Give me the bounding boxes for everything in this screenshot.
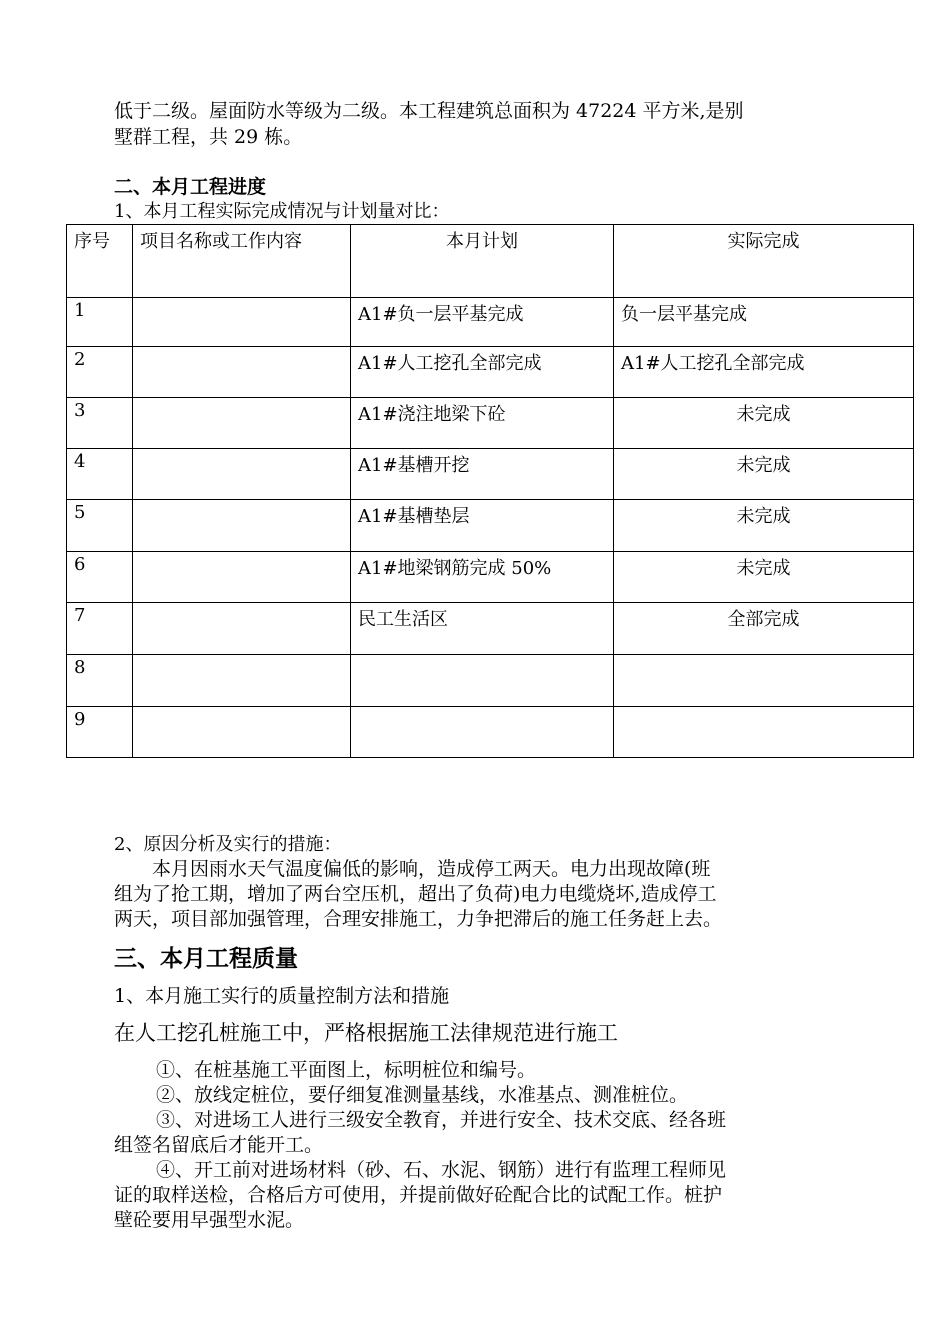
row-plan: A1#基槽垫层 xyxy=(351,500,614,552)
row-actual xyxy=(614,707,914,758)
quality-item-3: ③、对进场工人进行三级安全教育，并进行安全、技术交底、经各班 xyxy=(156,1109,727,1131)
section-2-heading: 二、本月工程进度 xyxy=(114,176,267,198)
row-name xyxy=(133,298,351,347)
row-plan: A1#浇注地梁下砼 xyxy=(351,398,614,449)
row-actual: 未完成 xyxy=(614,552,914,603)
intro-line-1: 低于二级。屋面防水等级为二级。本工程建筑总面积为 47224 平方米,是别 xyxy=(114,100,744,122)
header-name: 项目名称或工作内容 xyxy=(133,225,351,298)
table-row xyxy=(67,655,914,707)
quality-item-4: ④、开工前对进场材料（砂、石、水泥、钢筋）进行有监理工程师见 xyxy=(156,1159,727,1181)
row-no: 4 xyxy=(67,449,133,500)
row-no: 5 xyxy=(67,500,133,552)
quality-item-4-cont-2: 壁砼要用早强型水泥。 xyxy=(114,1209,305,1231)
row-actual: 未完成 xyxy=(614,398,914,449)
row-plan: A1#人工挖孔全部完成 xyxy=(351,347,614,398)
row-plan: 民工生活区 xyxy=(351,603,614,655)
table-row xyxy=(67,500,914,552)
row-name xyxy=(133,500,351,552)
table-row xyxy=(67,449,914,500)
section-3-lead: 在人工挖孔桩施工中，严格根据施工法律规范进行施工 xyxy=(114,1021,618,1045)
row-plan xyxy=(351,707,614,758)
intro-line-2: 墅群工程，共 29 栋。 xyxy=(114,126,303,148)
table-header-row xyxy=(67,225,914,298)
row-no: 8 xyxy=(67,655,133,707)
row-actual: 未完成 xyxy=(614,449,914,500)
progress-table xyxy=(66,224,914,758)
analysis-line-1: 本月因雨水天气温度偏低的影响，造成停工两天。电力出现故障(班 xyxy=(152,858,711,880)
table-row xyxy=(67,347,914,398)
row-actual: 全部完成 xyxy=(614,603,914,655)
quality-item-4-cont-1: 证的取样送检，合格后方可使用，并提前做好砼配合比的试配工作。桩护 xyxy=(114,1184,723,1206)
analysis-line-2: 组为了抢工期，增加了两台空压机，超出了负荷)电力电缆烧坏,造成停工 xyxy=(114,883,717,905)
row-name xyxy=(133,449,351,500)
header-no: 序号 xyxy=(67,225,133,298)
table-row xyxy=(67,603,914,655)
row-name xyxy=(133,347,351,398)
row-no: 2 xyxy=(67,347,133,398)
row-name xyxy=(133,552,351,603)
row-name xyxy=(133,398,351,449)
section-3-heading: 三、本月工程质量 xyxy=(114,946,298,972)
section-2-analysis-heading: 2、原因分析及实行的措施： xyxy=(114,834,342,855)
row-plan: A1#负一层平基完成 xyxy=(351,298,614,347)
header-actual: 实际完成 xyxy=(614,225,914,298)
row-actual xyxy=(614,655,914,707)
table-row xyxy=(67,298,914,347)
table-row xyxy=(67,398,914,449)
row-plan: A1#地梁钢筋完成 50% xyxy=(351,552,614,603)
table-row xyxy=(67,552,914,603)
row-no: 6 xyxy=(67,552,133,603)
row-actual: 未完成 xyxy=(614,500,914,552)
section-3-subheading: 1、本月施工实行的质量控制方法和措施 xyxy=(114,985,450,1007)
quality-item-3-cont: 组签名留底后才能开工。 xyxy=(114,1134,324,1156)
row-name xyxy=(133,655,351,707)
row-no: 7 xyxy=(67,603,133,655)
row-actual: A1#人工挖孔全部完成 xyxy=(614,347,914,398)
quality-item-1: ①、在桩基施工平面图上，标明桩位和编号。 xyxy=(156,1059,537,1081)
section-2-subheading: 1、本月工程实际完成情况与计划量对比： xyxy=(114,201,450,222)
header-plan: 本月计划 xyxy=(351,225,614,298)
row-plan: A1#基槽开挖 xyxy=(351,449,614,500)
table-row xyxy=(67,707,914,758)
row-name xyxy=(133,707,351,758)
row-no: 9 xyxy=(67,707,133,758)
row-no: 3 xyxy=(67,398,133,449)
row-plan xyxy=(351,655,614,707)
row-actual: 负一层平基完成 xyxy=(614,298,914,347)
row-name xyxy=(133,603,351,655)
quality-item-2: ②、放线定桩位，要仔细复准测量基线，水准基点、测准桩位。 xyxy=(156,1084,689,1106)
analysis-line-3: 两天，项目部加强管理，合理安排施工，力争把滞后的施工任务赶上去。 xyxy=(114,908,723,930)
row-no: 1 xyxy=(67,298,133,347)
